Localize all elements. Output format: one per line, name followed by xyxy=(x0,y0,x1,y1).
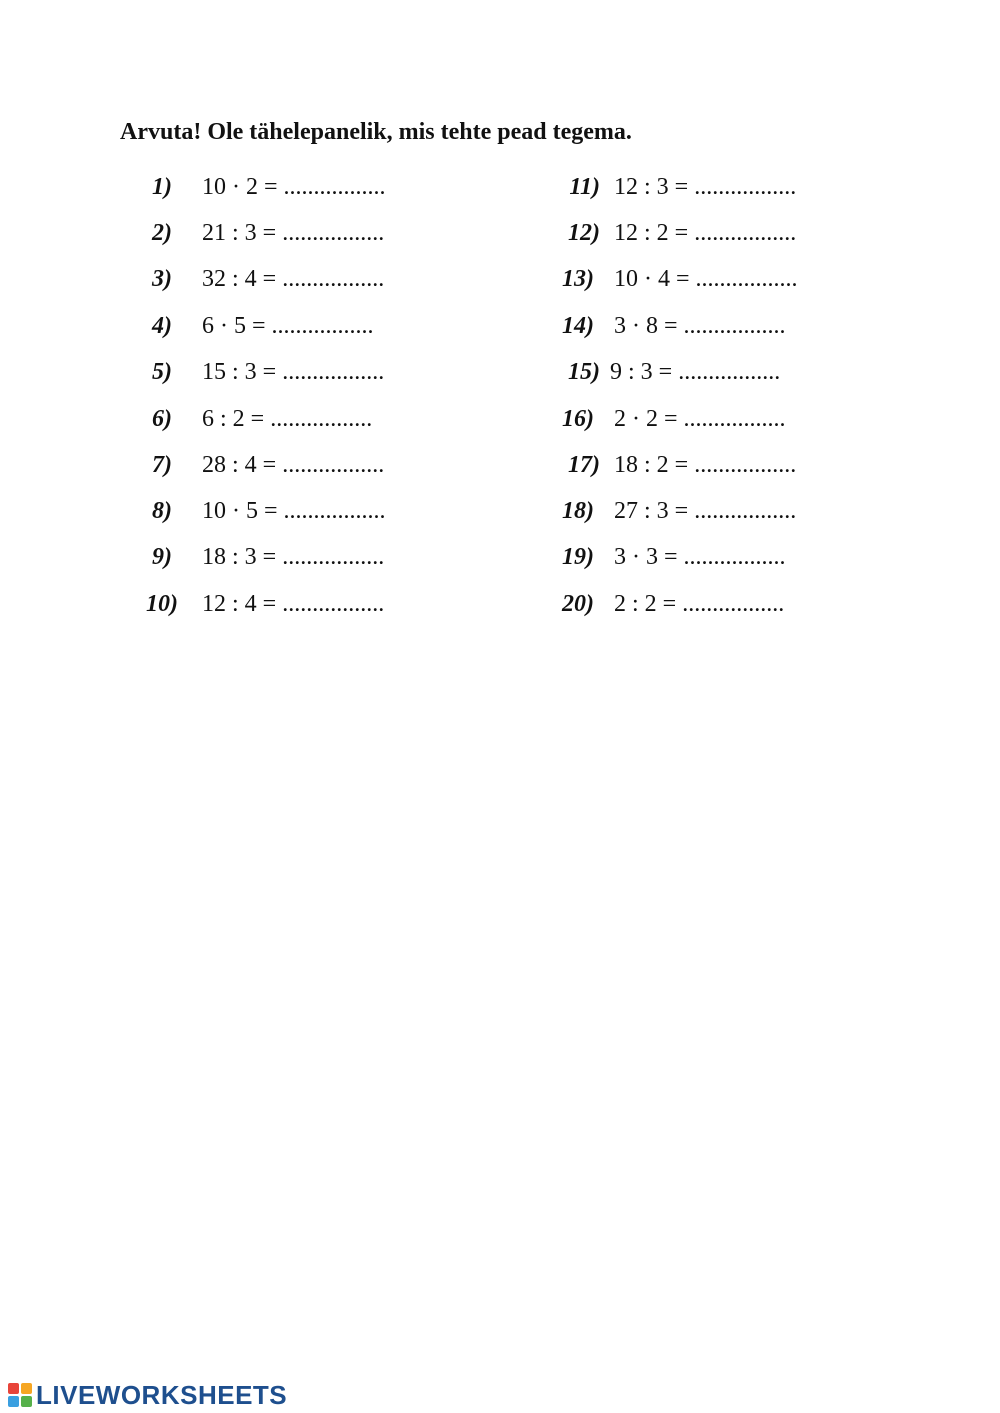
exercise-number: 17) xyxy=(568,452,600,478)
exercise-number: 13) xyxy=(562,266,594,292)
exercise-expression: 10 · 5 = ................. xyxy=(202,498,386,524)
exercise-expression: 6 : 2 = ................. xyxy=(202,406,373,432)
exercise-expression: 3 · 3 = ................. xyxy=(614,544,786,570)
exercise-expression: 12 : 3 = ................. xyxy=(614,174,797,200)
exercise-expression: 10 · 2 = ................. xyxy=(202,174,386,200)
exercise-expression: 6 · 5 = ................. xyxy=(202,313,374,339)
exercise-number: 10) xyxy=(146,591,178,617)
exercise-number: 6) xyxy=(152,406,172,432)
liveworksheets-logo-icon xyxy=(8,1383,32,1407)
exercise-expression: 12 : 2 = ................. xyxy=(614,220,797,246)
exercise-expression: 3 · 8 = ................. xyxy=(614,313,786,339)
exercise-number: 18) xyxy=(562,498,594,524)
exercise-number: 9) xyxy=(152,544,172,570)
exercise-expression: 21 : 3 = ................. xyxy=(202,220,385,246)
exercise-expression: 2 : 2 = ................. xyxy=(614,591,785,617)
exercise-number: 7) xyxy=(152,452,172,478)
logo-square-green xyxy=(21,1396,32,1407)
exercise-expression: 27 : 3 = ................. xyxy=(614,498,797,524)
exercise-number: 1) xyxy=(152,174,172,200)
exercise-number: 2) xyxy=(152,220,172,246)
exercise-expression: 32 : 4 = ................. xyxy=(202,266,385,292)
exercise-number: 5) xyxy=(152,359,172,385)
exercise-number: 12) xyxy=(568,220,600,246)
exercise-number: 20) xyxy=(562,591,594,617)
exercise-number: 3) xyxy=(152,266,172,292)
exercise-number: 19) xyxy=(562,544,594,570)
exercise-expression: 10 · 4 = ................. xyxy=(614,266,798,292)
logo-square-blue xyxy=(8,1396,19,1407)
exercise-number: 15) xyxy=(568,359,600,385)
worksheet-title: Arvuta! Ole tähelepanelik, mis tehte pead tegema. xyxy=(120,119,632,145)
exercise-number: 8) xyxy=(152,498,172,524)
exercise-expression: 12 : 4 = ................. xyxy=(202,591,385,617)
logo-square-orange xyxy=(21,1383,32,1394)
exercise-expression: 18 : 3 = ................. xyxy=(202,544,385,570)
exercise-number: 4) xyxy=(152,313,172,339)
exercise-expression: 28 : 4 = ................. xyxy=(202,452,385,478)
logo-square-red xyxy=(8,1383,19,1394)
exercise-number: 11) xyxy=(569,174,600,200)
exercise-expression: 9 : 3 = ................. xyxy=(610,359,781,385)
logo-text: LIVEWORKSHEETS xyxy=(36,1379,288,1410)
exercise-expression: 2 · 2 = ................. xyxy=(614,406,786,432)
exercise-expression: 15 : 3 = ................. xyxy=(202,359,385,385)
exercise-expression: 18 : 2 = ................. xyxy=(614,452,797,478)
exercise-number: 16) xyxy=(562,406,594,432)
exercise-number: 14) xyxy=(562,313,594,339)
liveworksheets-logo[interactable] xyxy=(8,1380,287,1410)
